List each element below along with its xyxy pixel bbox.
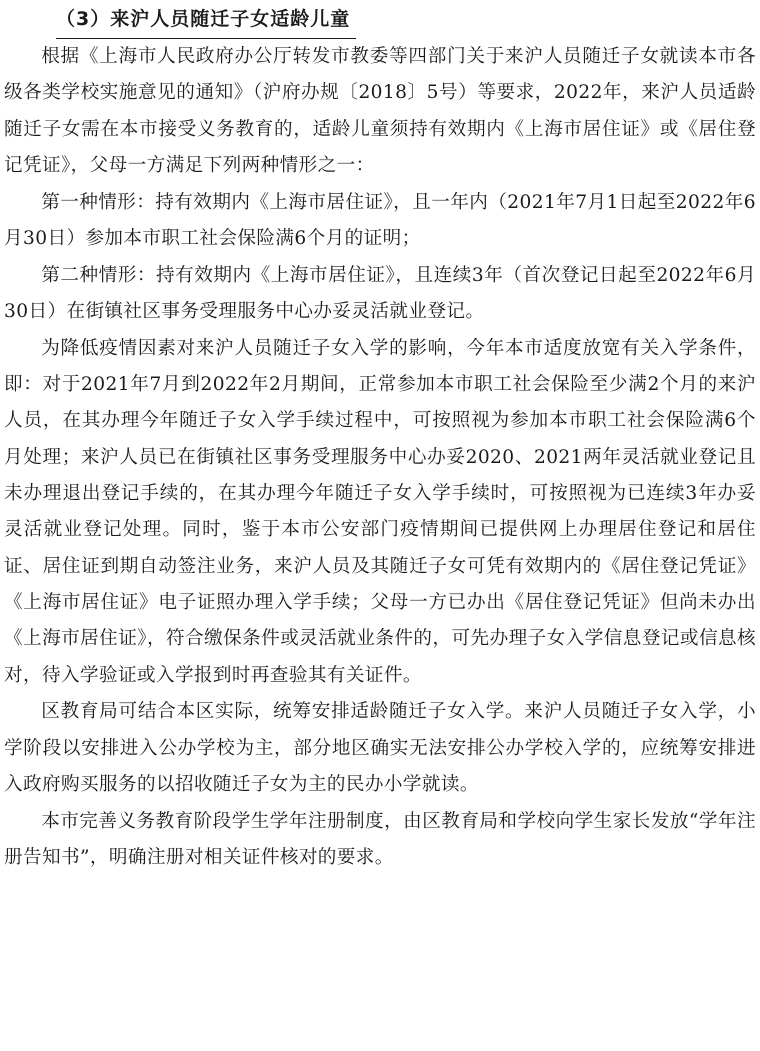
paragraph-policy-basis: 根据《上海市人民政府办公厅转发市教委等四部门关于来沪人员随迁子女就读本市各级各类学校实施意见的通知》（沪府办规〔2018〕5号）等要求，2022年，来沪人员适龄随迁子女需在本市接受义务教育的，适龄儿童须持有效期内《上海市居住证》或《居住登记凭证》，父母一方满足下列两种情形之一： (4, 46, 756, 176)
section-heading: （3）来沪人员随迁子女适龄儿童 (56, 2, 356, 39)
paragraph-registration-system: 本市完善义务教育阶段学生学年注册制度，由区教育局和学校向学生家长发放“学年注册告知书”，明确注册对相关证件核对的要求。 (4, 810, 756, 869)
paragraph-condition-one: 第一种情形：持有效期内《上海市居住证》，且一年内（2021年7月1日起至2022年6月30日）参加本市职工社会保险满6个月的证明； (4, 191, 756, 249)
paragraph-condition-two: 第二种情形：持有效期内《上海市居住证》，且连续3年（首次登记日起至2022年6月30日）在街镇社区事务受理服务中心办妥灵活就业登记。 (4, 264, 756, 323)
paragraph-relaxed-conditions: 为降低疫情因素对来沪人员随迁子女入学的影响，今年本市适度放宽有关入学条件，即：对于2021年7月到2022年2月期间，正常参加本市职工社会保险至少满2个月的来沪人员，在其办理今年随迁子女入学手续过程中，可按照视为参加本市职工社会保险满6个月处理；来沪人员已在街镇社区事务受理服务中心办妥2020、2021两年灵活就业登记且未办理退出登记手续的，在其办理今年随迁子女入学手续时，可按照视为已连续3年办妥灵活就业登记处理。同时，鉴于本市公安部门疫情期间已提供网上办理居住登记和居住证、居住证到期自动签注业务，来沪人员及其随迁子女可凭有效期内的《居住登记凭证》《上海市居住证》电子证照办理入学手续；父母一方已办出《居住登记凭证》但尚未办出《上海市居住证》，符合缴保条件或灵活就业条件的，可先办理子女入学信息登记或信息核对，待入学验证或入学报到时再查验其有关证件。 (4, 337, 756, 686)
paragraph-district-arrangement: 区教育局可结合本区实际，统筹安排适龄随迁子女入学。来沪人员随迁子女入学，小学阶段以安排进入公办学校为主，部分地区确实无法安排公办学校入学的，应统筹安排进入政府购买服务的以招收随迁子女为主的民办小学就读。 (4, 701, 756, 795)
